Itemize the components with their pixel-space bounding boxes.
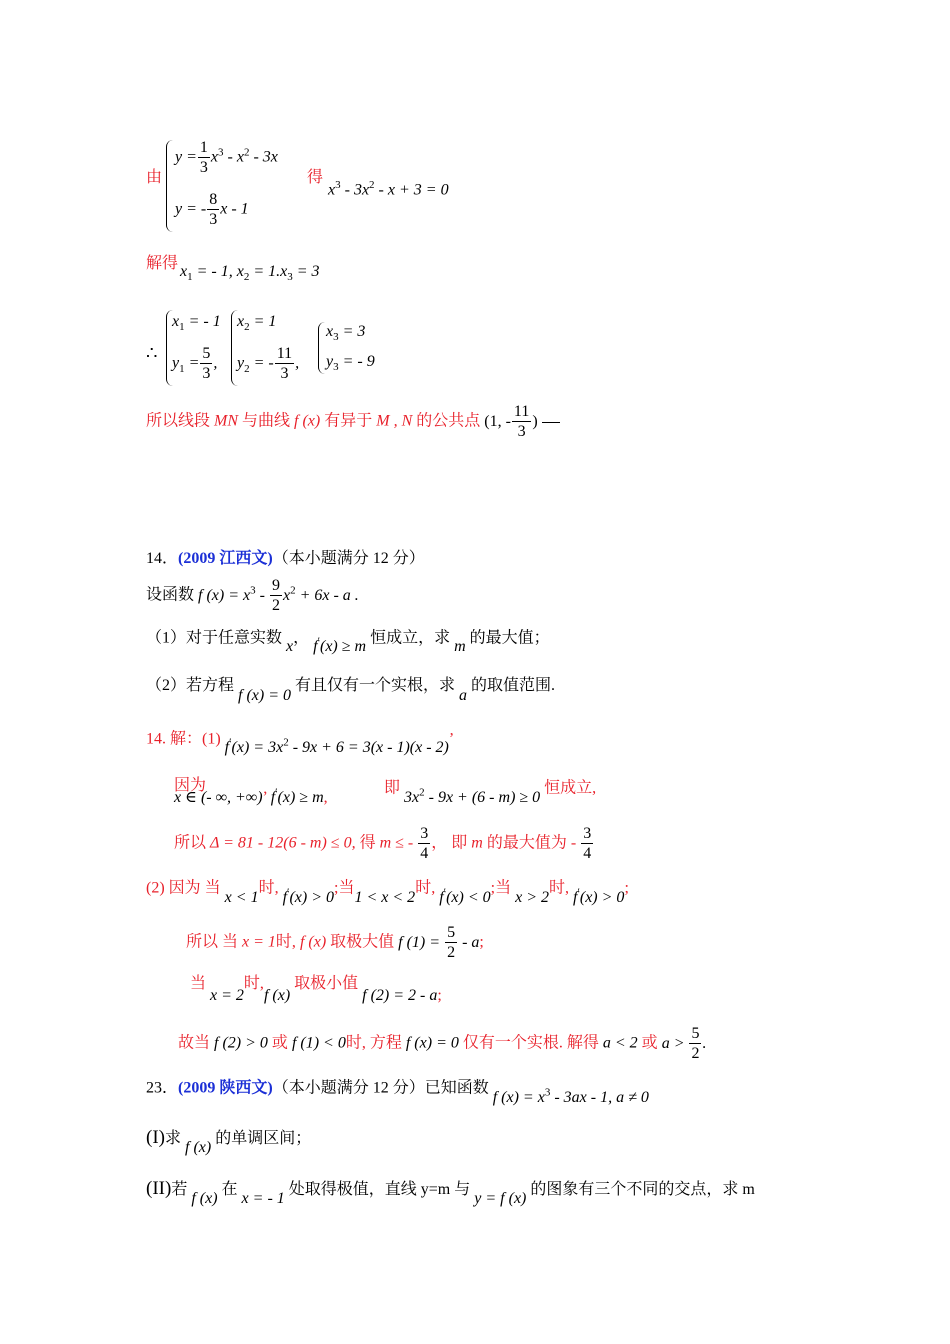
sol14-line2: 因为 x ∈ (- ∞, +∞)’ f′(x) ≥ m, bbox=[174, 777, 328, 807]
point3-x: $x_3 = 3$ bbox=[326, 323, 366, 344]
sol14-line6: 当 x = 2时,f (x) 取极小值 f (2) = 2 - a; bbox=[190, 975, 442, 1004]
part2-a: （2）若方程 bbox=[146, 677, 235, 694]
sol14-hengchengli: 恒成立, bbox=[544, 779, 597, 797]
sol14-dang-3: 当 bbox=[190, 975, 207, 992]
system-eq2: y = - $\frac{8}{3}$ x - 1 bbox=[175, 191, 249, 228]
sol14-shi-4: 时, bbox=[275, 933, 296, 951]
sol14-line1: 14. 解：(1) $f'(x) = 3x^2 - 9x + 6 = 3(x - 1)(x - 2)$’ bbox=[146, 730, 455, 757]
part2-label: (II) bbox=[146, 1178, 172, 1199]
sol14-max-text: 的最大值为 bbox=[486, 834, 567, 852]
sol14-line7: 故当 f (2) > 0 或 f (1) < 0时, 方程 f (x) = 0 仅有一个实根. 解得 a < 2 或 a > $\frac{5}{2}$ . bbox=[178, 1025, 707, 1062]
problem-23-source: (2009 陕西文) bbox=[178, 1079, 273, 1097]
roots: $x_1$ = - 1, $x_2 = 1.x_3 = 3$ bbox=[180, 263, 320, 284]
sol14-huo: 或 bbox=[271, 1034, 288, 1052]
problem-23-header: 23．(2009 陕西文)（本小题满分 12 分）已知函数 f $(x) = x^3 - 3ax - 1$, a ≠ 0 bbox=[146, 1079, 649, 1107]
sol14-line4: (2) 因为 当 x < 1时, f′(x) > 0;当1 < x < 2时, f′(x) < 0;当 x > 2时, f′(x) > 0; bbox=[146, 879, 629, 907]
problem-14-score: （本小题满分 12 分） bbox=[272, 550, 425, 567]
sol14-shi-2: 时, bbox=[415, 879, 436, 897]
part2-b: 有且仅有一个实根，求 bbox=[295, 677, 456, 694]
sol14-shi-3: 时, bbox=[549, 879, 570, 897]
sol14-dang-2: 当 bbox=[495, 879, 512, 897]
problem-23-part2: (II)若 f (x) 在 x = - 1 处取得极值，直线 y=m 与 y = f (x) 的图象有三个不同的交点，求 m bbox=[146, 1178, 755, 1207]
sol14-suoyi-dang: 所以 当 bbox=[186, 933, 239, 951]
label-jiede: 解得 bbox=[146, 255, 179, 272]
problem-23-score: （本小题满分 12 分）已知函数 bbox=[272, 1079, 489, 1097]
label-de: 得 bbox=[307, 169, 324, 186]
p23-part2-c: 处取得极值，直线 y=m 与 bbox=[288, 1181, 471, 1198]
point1-x: $x_1$ = - 1 bbox=[172, 313, 221, 334]
conclusion-c: 有异于 bbox=[324, 412, 373, 430]
point3-brace bbox=[318, 322, 325, 374]
point2-x: $x_2 = 1$ bbox=[237, 313, 277, 334]
problem-14-part1: （1）对于任意实数 x， f′(x) ≥ m 恒成立，求 m 的最大值； bbox=[146, 629, 550, 656]
problem-23-number: 23． bbox=[146, 1079, 179, 1097]
part1-d: 的最大值； bbox=[469, 629, 550, 647]
problem-23-part1: (I)求 f (x) 的单调区间； bbox=[146, 1127, 312, 1156]
part1-b: ， bbox=[293, 629, 310, 647]
sol14-ji: 即 bbox=[384, 779, 401, 797]
sol14-line2b: 即 $3x^2 - 9x + (6 - m) \ge 0$ 恒成立, bbox=[384, 779, 597, 807]
sol14-fangcheng: 时, 方程 bbox=[345, 1034, 402, 1052]
point3-y: $y_3$ = - 9 bbox=[326, 353, 375, 374]
part2-c: 的取值范围. bbox=[471, 677, 556, 694]
blank-line bbox=[542, 422, 560, 423]
sol14-head: 14. 解：(1) bbox=[146, 730, 221, 748]
p23-part2-b: 在 bbox=[221, 1181, 238, 1198]
sol14-shi-1: 时, bbox=[258, 879, 279, 897]
conclusion-d: 的公共点 bbox=[416, 412, 481, 430]
system-eq1: y = $\frac{1}{3}$ $x^3 - x^2 - 3x$ bbox=[175, 139, 278, 176]
sol14-ji-max: 即 bbox=[451, 834, 468, 852]
sol14-p2-head: (2) 因为 当 bbox=[146, 879, 221, 897]
sol14-jixiaozhi: 取极小值 bbox=[294, 975, 359, 992]
label-you: 由 bbox=[146, 169, 163, 186]
stem-label: 设函数 bbox=[146, 586, 195, 604]
point2-y: $y_2$ = - $\frac{11}{3}$ , bbox=[237, 345, 300, 382]
part1-a: （1）对于任意实数 bbox=[146, 629, 283, 647]
system-brace bbox=[166, 140, 173, 232]
sol14-line5: 所以 当 x = 1时, f (x) 取极大值 f (1) = $\frac{5}{2}$ - a; bbox=[186, 924, 484, 961]
p23-part2-a: 若 bbox=[171, 1181, 188, 1198]
sol14-huo2: 或 bbox=[641, 1034, 658, 1052]
problem-14-source: (2009 江西文) bbox=[178, 550, 273, 567]
part1-c: 恒成立，求 bbox=[370, 629, 451, 647]
conclusion-line: 所以线段 MN 与曲线 f (x) 有异于 M , N 的公共点 (1, - $\frac{11}{3}$ ) bbox=[146, 404, 560, 440]
conclusion-b: 与曲线 bbox=[242, 412, 291, 430]
sol14-de: 得 bbox=[359, 834, 376, 852]
part1-label: (I) bbox=[146, 1127, 165, 1148]
problem-14-stem: 设函数 f $(x) = x^3$ - $\frac{9}{2}$ $x^2 + 6x - a$ . bbox=[146, 577, 359, 614]
sol14-jidazhi: 取极大值 bbox=[330, 933, 395, 951]
cubic-equation: $x^3 - 3x^2 - x + 3 = 0$ bbox=[328, 179, 449, 199]
sol14-only-root: 仅有一个实根. 解得 bbox=[462, 1034, 599, 1052]
sol14-gudang: 故当 bbox=[178, 1034, 211, 1052]
sol14-suoyi: 所以 bbox=[174, 834, 207, 852]
problem-14-number: 14． bbox=[146, 550, 179, 567]
p23-part1-b: 的单调区间； bbox=[215, 1130, 312, 1147]
problem-14-part2: （2）若方程 f (x) = 0 有且仅有一个实根，求 a 的取值范围. bbox=[146, 677, 556, 704]
problem-14-header bbox=[146, 551, 425, 567]
sol14-because: 因为 bbox=[174, 777, 207, 794]
common-point: (1, - $\frac{11}{3}$ ) bbox=[484, 403, 538, 440]
p23-part2-d: 的图象有三个不同的交点，求 m bbox=[530, 1181, 755, 1198]
therefore-symbol: ∴ bbox=[146, 343, 158, 363]
point1-y: $y_1$ = $\frac{5}{3}$ , bbox=[172, 345, 218, 382]
conclusion-a: 所以线段 bbox=[146, 412, 211, 430]
sol14-line3: 所以 Δ = 81 - 12(6 - m) ≤ 0, 得 m ≤ - $\frac{3}{4}$ ， 即 m 的最大值为 - $\frac{3}{4}$ bbox=[174, 825, 592, 862]
p23-part1-a: 求 bbox=[164, 1130, 181, 1147]
sol14-dang-1: 当 bbox=[338, 879, 355, 897]
sol14-shi-5: 时, bbox=[243, 975, 264, 992]
